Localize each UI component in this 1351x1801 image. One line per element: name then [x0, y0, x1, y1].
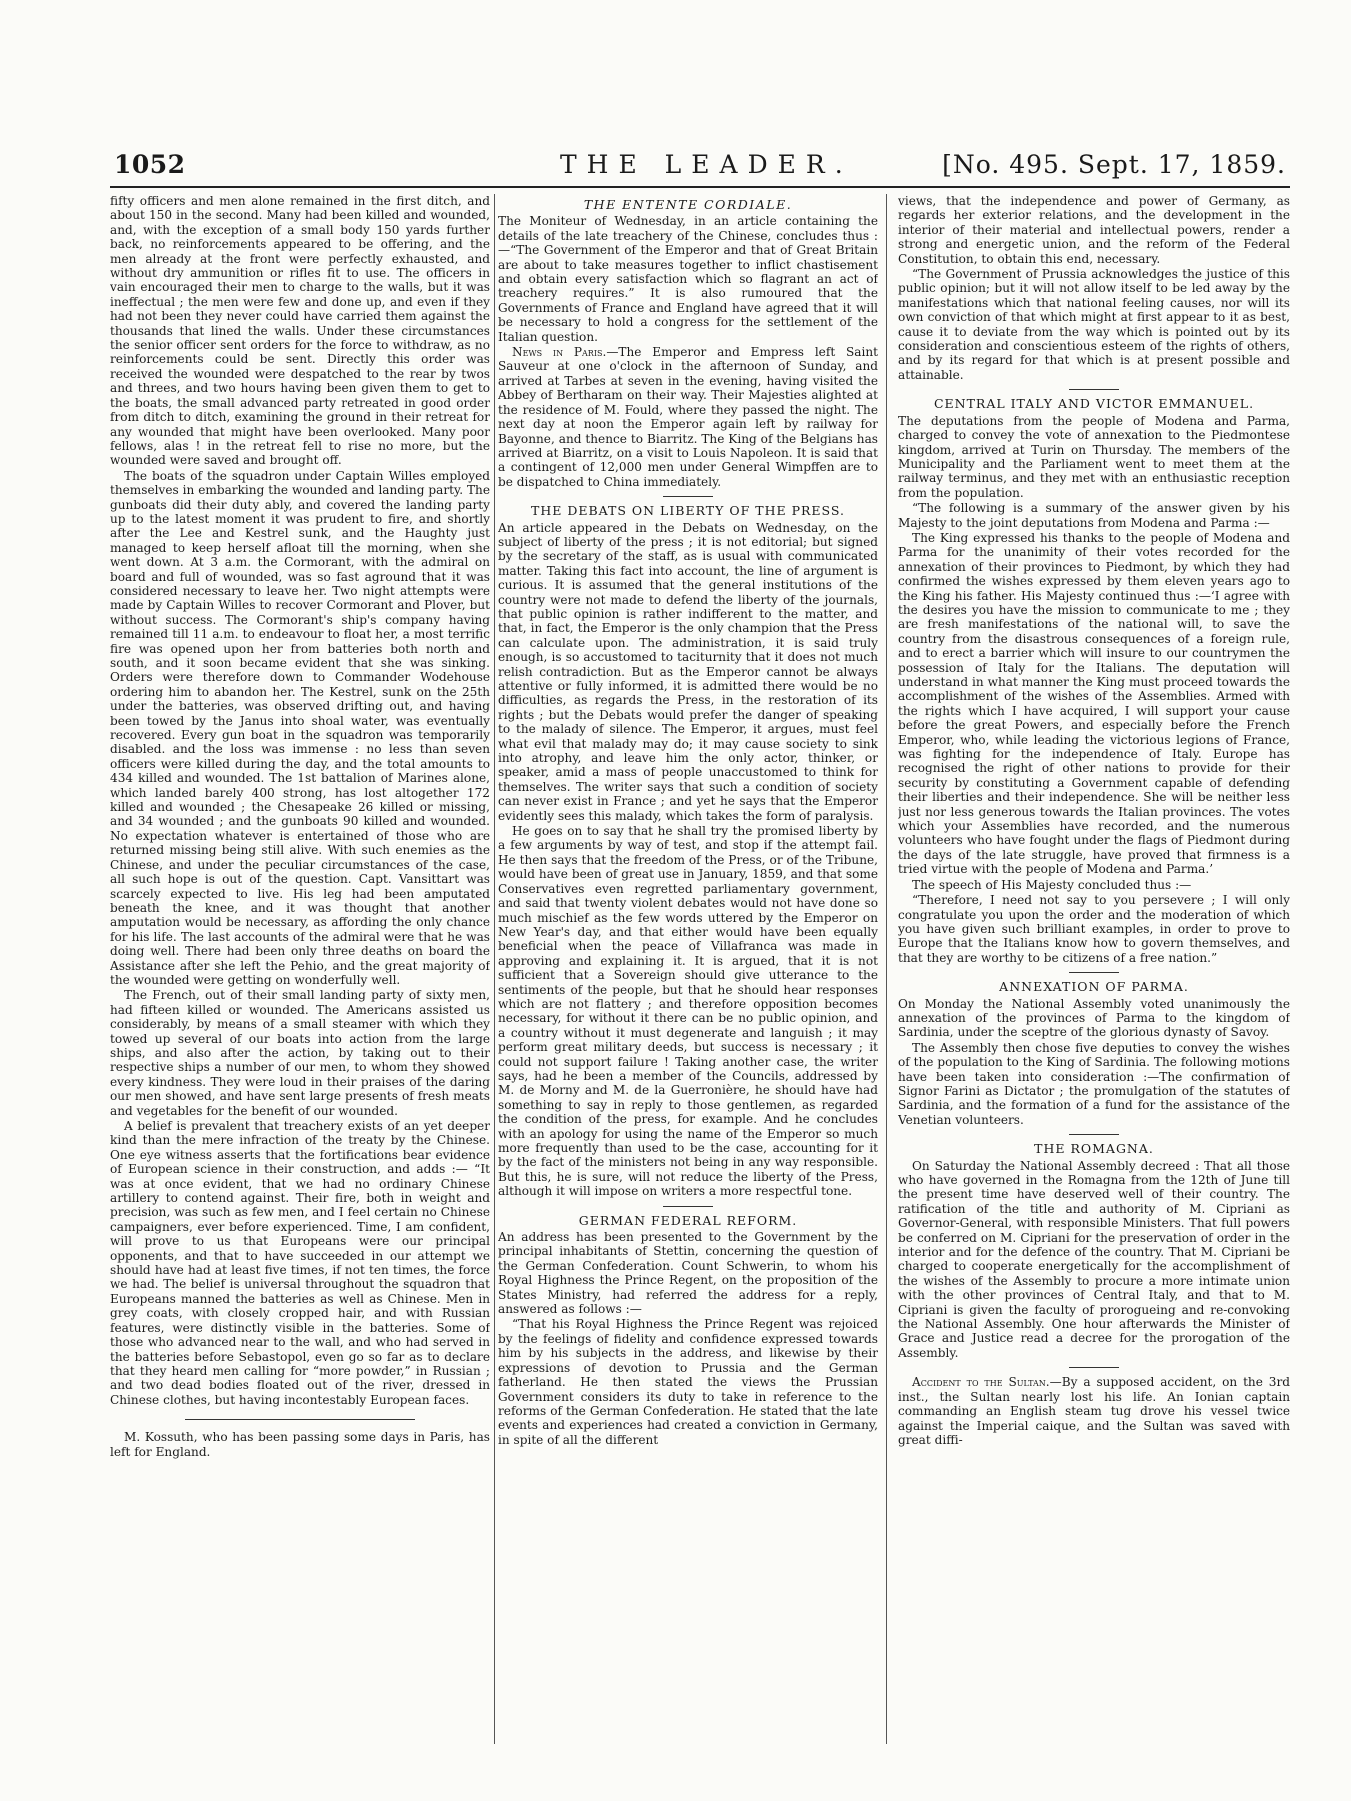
debats-paragraph: He goes on to say that he shall try the promised liberty by a few arguments by way of test, and stop if the attempt fail. He then says that the freedom of the Press, or of the Tribune, would have been of great use in January, 1859, and that some Conservatives even regretted parliamentary government, and said that twenty violent debates would not have done so much mischief as the few words uttered by the Emperor on New Year's day, and that either would have been equally beneficial when the peace of Villafranca was made in approving and explaining it. It is argued, that it is not sufficient that a Sovereign should give utterance to the sentiments of the people, but that he should hear responses which are not flattery ; and therefore opposition becomes necessary, for without it there can be no public opinion, and a country without it must degenerate and languish ; it may perform great military deeds, but success is necessary ; it could not support failure ! Taking another case, the writer says, had he been a member of the Councils, addressed by M. de Morny and M. de la Guerronière, he should have had something to say in reply to those gentlemen, as regarded the condition of the press, for example. And he concludes with an apology for using the name of the Emperor so much more frequently than used to be the case, accounting for it by the fact of the ministers not being in any way responsible. But this, he is sure, will not reduce the liberty of the Press, although it will impose on writers a more respectful tone. [498, 824, 878, 1199]
section-divider [1069, 389, 1119, 390]
issue-info: [No. 495. Sept. 17, 1859. [942, 150, 1286, 179]
column-2 [498, 194, 878, 1754]
romagna-paragraph: On Saturday the National Assembly decreed : That all those who have governed in the Romagna from the 12th of June till the present time have deserved well of their country. The ratification of the title and authority of M. Cipriani as Governor-General, with responsible Ministers. That full powers be conferred on M. Cipriani for the preservation of order in the interior and for the defence of the country. That M. Cipriani be charged to cooperate energetically for the accomplishment of the wishes of the Assembly to procure a more intimate union with the other provinces of Central Italy, and that to M. Cipriani is given the faculty of prorogueing and re-convoking the National Assembly. One hour afterwards the Minister of Grace and Justice read a decree for the prorogation of the Assembly. [898, 1158, 1290, 1360]
sultan-text: —By a supposed accident, on the 3rd inst., the Sultan nearly lost his life. An Ionian captain commanding an English steam tug drove his vessel twice against the Imperial caique, and the Sultan was saved with great diffi- [898, 1375, 1290, 1447]
german-paragraph: An address has been presented to the Government by the principal inhabitants of Stettin, concerning the question of the German Confederation. Count Schwerin, to whom his Royal Highness the Prince Regent, on the proposition of the States Ministry, had referred the address for a reply, answered as follows :— [498, 1230, 878, 1317]
newspaper-title: THE LEADER. [560, 150, 853, 179]
section-divider [1069, 1367, 1119, 1368]
kossuth-note: M. Kossuth, who has been passing some days in Paris, has left for England. [110, 1430, 490, 1459]
german-heading: GERMAN FEDERAL REFORM. [578, 1212, 798, 1228]
central-italy-paragraph: The speech of His Majesty concluded thus :— [912, 877, 1192, 892]
sultan-paragraph [898, 1375, 1290, 1447]
news-label: News in Paris. [512, 345, 607, 360]
central-italy-paragraph: “The following is a summary of the answer given by his Majesty to the joint deputations from Modena and Parma :— [898, 501, 1290, 530]
section-divider [663, 496, 713, 497]
news-text: —The Emperor and Empress left Saint Sauveur at one o'clock in the afternoon of Sunday, and arrived at Tarbes at seven in the evening, having visited the Abbey of Bertharam on their way. Their Majesties alighted at the residence of M. Fould, where they passed the night. The next day at noon the Emperor again left by railway for Bayonne, and thence to Biarritz. The King of the Belgians has arrived at Biarritz, on a visit to Louis Napoleon. It is said that a contingent of 12,000 men under General Wimpffen are to be dispatched to China immediately. [498, 345, 878, 489]
masthead [110, 146, 1290, 188]
debats-heading: THE DEBATS ON LIBERTY OF THE PRESS. [531, 503, 845, 519]
central-italy-paragraph: The deputations from the people of Modena and Parma, charged to convey the vote of annexation to the Piedmontese kingdom, arrived at Turin on Thursday. The members of the Municipality and the Parliament went to meet them at the railway terminus, and they met with an enthusiastic reception from the population. [898, 413, 1290, 500]
column-rule [494, 194, 495, 1744]
romagna-heading: THE ROMAGNA. [1034, 1141, 1154, 1157]
central-italy-paragraph: The King expressed his thanks to the people of Modena and Parma for the unanimity of their votes recorded for the annexation of their provinces to Piedmont, by which they had confirmed the wishes expressed by them eleven years ago to the King his father. His Majesty continued thus :—‘I agree with the desires you have the mission to communicate to me ; they are fresh manifestations of the national will, to save the country from the disastrous consequences of a foreign rule, and to erect a barrier which will insure to our countrymen the possession of Italy for the Italians. The deputation will understand in what manner the King must proceed towards the accomplishment of the wishes of the Assemblies. Armed with the rights which I have acquired, I will support your cause before the great Powers, and especially before the French Emperor, who, while leading the victorious legions of France, was fighting for the independence of Italy. Europe has recognised the right of other nations to provide for their security by constituting a Government capable of defending their liberties and their independence. She will be neither less just nor less generous towards the Italian provinces. The votes which your Assemblies have recorded, and the numerous volunteers who have fought under the flags of Piedmont during the days of the late struggle, have proved that firmness is a tried virtue with the people of Modena and Parma.’ [898, 530, 1290, 877]
section-divider [1069, 972, 1119, 973]
german-paragraph: “That his Royal Highness the Prince Regent was rejoiced by the feelings of fidelity and confidence expressed towards him by his subjects in the address, and likewise by their expressions of devotion to Prussia and the German fatherland. He then stated the views the Prussian Government considers its duty to take in reference to the reforms of the German Confederation. He stated that the late events and experiences had created a conviction in Germany, in spite of all the different [498, 1317, 878, 1447]
news-in-paris [498, 345, 878, 489]
german-continued: “The Government of Prussia acknowledges the justice of this public opinion; but it will not allow itself to be led away by the manifestations which that national feeling causes, nor will its own conviction of that which might at first appear to it as best, cause it to deviate from the way which is pointed out by its consideration and conscientious esteem of the rights of others, and by its regard for that which is at present possible and attainable. [898, 267, 1290, 382]
section-divider [663, 1206, 713, 1207]
article-paragraph: A belief is prevalent that treachery exists of an yet deeper kind than the mere infraction of the treaty by the Chinese. One eye witness asserts that the fortifications bear evidence of European science in their construction, and adds :— “It was at once evident, that we had no ordinary Chinese artillery to contend against. Their fire, both in weight and precision, was such as few men, and I feel certain no Chinese campaigners, ever before experienced. Time, I am confident, will prove to us that Europeans were our principal opponents, and that to have succeeded in our attempt we should have had at least five times, if not ten times, the force we had. The belief is universal throughout the squadron that Europeans manned the batteries as well as Chinese. Men in grey coats, with closely cropped hair, and with Russian features, were distinctly visible in the batteries. Some of those who advanced near to the wall, and who had served in the batteries before Sebastopol, even go so far as to declare that they heard men calling for “more powder,” in Russian ; and two dead bodies floated out of the river, dressed in Chinese clothes, but having incontestably European faces. [110, 1119, 490, 1407]
parma-paragraph: On Monday the National Assembly voted unanimously the annexation of the provinces of Parma to the kingdom of Sardinia, under the sceptre of the glorious dynasty of Savoy. [898, 996, 1290, 1040]
article-paragraph: The boats of the squadron under Captain Willes employed themselves in embarking the wounded and landing party. The gunboats did their duty ably, and covered the landing party up to the latest moment it was prudent to fire, and shortly after the Lee and Kestrel sunk, and the Haughty just managed to keep herself afloat till the morning, when she went down. At 3 a.m. the Cormorant, with the admiral on board and full of wounded, was so fast aground that it was considered necessary to leave her. Two night attempts were made by Captain Willes to recover Cormorant and Plover, but without success. The Cormorant's ship's company having remained till 11 a.m. to endeavour to float her, a most terrific fire was opened upon her from batteries both north and south, and it soon became evident that she was sinking. Orders were therefore down to Commander Wodehouse ordering him to abandon her. The Kestrel, sunk on the 25th under the batteries, was observed drifting out, and having been towed by the Janus into shoal water, was eventually recovered. Every gun boat in the squadron was temporarily disabled. and the loss was immense : no less than seven officers were killed during the day, and the total amounts to 434 killed and wounded. The 1st battalion of Marines alone, which landed barely 400 strong, has lost altogether 172 killed and wounded ; the Chesapeake 26 killed or missing, and 34 wounded ; and the gunboats 90 killed and wounded. No expectation whatever is entertained of those who are returned missing being still alive. With such enemies as the Chinese, and under the peculiar circumstances of the case, all such hope is out of the question. Capt. Vansittart was scarcely expected to live. His leg had been amputated beneath the knee, and it was thought that another amputation would be necessary, as affording the only chance for his life. The last accounts of the admiral were that he was doing well. There had been only three deaths on board the Assistance after she left the Pehio, and the great majority of the wounded were getting on wonderfully well. [110, 468, 490, 987]
debats-paragraph: An article appeared in the Debats on Wednesday, on the subject of liberty of the press ; it is not editorial; but signed by the secretary of the staff, as is usual with communicated matter. Taking this fact into account, the line of argument is curious. It is assumed that the general institutions of the country were not made to defend the liberty of the journals, that public opinion is rather indifferent to the matter, and that, in fact, the Emperor is the only champion that the Press can calculate upon. The administration, it is said truly enough, is so accustomed to taciturnity that it does not much relish contradiction. But as the Emperor cannot be always attentive or fully informed, it is admitted there would be no difficulties, as regards the Press, in the restoration of its rights ; but the Debats would prefer the danger of speaking to the malady of silence. The Emperor, it argues, must feel what evil that malady may do; it may cause society to sink into atrophy, and leave him the only actor, thinker, or speaker, amid a mass of people unaccustomed to think for themselves. The writer says that such a condition of society can never exist in France ; and yet he says that the Emperor evidently sees this malady, which takes the form of paralysis. [498, 520, 878, 823]
article-paragraph: The French, out of their small landing party of sixty men, had fifteen killed or wounded. The Americans assisted us considerably, by means of a small steamer with which they towed up several of our boats into action from the large ships, and also after the action, by taking out to their respective ships a number of our men, to whom they showed every kindness. They were loud in their praises of the daring our men showed, and have sent large presents of fresh meats and vegetables for the benefit of our wounded. [110, 988, 490, 1118]
column-1 [110, 194, 490, 1754]
page-number: 1052 [114, 150, 186, 179]
column-rule [886, 194, 887, 1744]
central-italy-paragraph: “Therefore, I need not say to you persevere ; I will only congratulate you upon the order and the moderation of which you have given such brilliant examples, in order to prove to Europe that the Italians know how to govern themselves, and that they are worthy to be citizens of a free nation.” [898, 893, 1290, 965]
sultan-label: Accident to the Sultan. [912, 1375, 1050, 1390]
entente-paragraph: The Moniteur of Wednesday, in an article containing the details of the late treachery of the Chinese, concludes thus :—“The Government of the Emperor and that of Great Britain are about to take measures together to inflict chastisement and obtain every satisfaction which so flagrant an act of treachery requires.” It is also rumoured that the Governments of France and England have agreed that it will be necessary to hold a congress for the settlement of the Italian question. [498, 214, 878, 344]
column-3 [898, 194, 1290, 1754]
article-paragraph: fifty officers and men alone remained in the first ditch, and about 150 in the second. Many had been killed and wounded, and, with the exception of a small body 150 yards further back, no reinforcements appeared to be offering, and the men already at the front were perfectly exhausted, and without dry ammunition or rifles fit to use. The officers in vain encouraged their men to charge to the walls, but it was ineffectual ; the men were few and done up, and even if they had not been they never could have carried them against the thousands that lined the walls. Under these circumstances the senior officer sent orders for the force to withdraw, as no reinforcements could be sent. Directly this order was received the wounded were despatched to the rear by twos and threes, and two hours having been given them to get to the boats, the small advanced party retreated in good order from ditch to ditch, examining the ground in their retreat for any wounded that might have been overlooked. Many poor fellows, alas ! in the retreat fell to rise no more, but the wounded were saved and brought off. [110, 194, 490, 468]
central-italy-heading: CENTRAL ITALY AND VICTOR EMMANUEL. [933, 396, 1255, 412]
parma-paragraph: The Assembly then chose five deputies to convey the wishes of the population to the King of Sardinia. The following motions have been taken into consideration :—The confirmation of Signor Farini as Dictator ; the promulgation of the statutes of Sardinia, and the formation of a fund for the assistance of the Venetian volunteers. [898, 1040, 1290, 1127]
section-divider [185, 1419, 415, 1420]
section-divider [1069, 1134, 1119, 1135]
parma-heading: ANNEXATION OF PARMA. [999, 979, 1189, 995]
german-continued: views, that the independence and power of Germany, as regards her exterior relations, and the development in the interior of their material and intellectual powers, render a strong and energetic union, and the reform of the Federal Constitution, to obtain this end, necessary. [898, 194, 1290, 266]
entente-heading: THE ENTENTE CORDIALE. [583, 197, 793, 212]
